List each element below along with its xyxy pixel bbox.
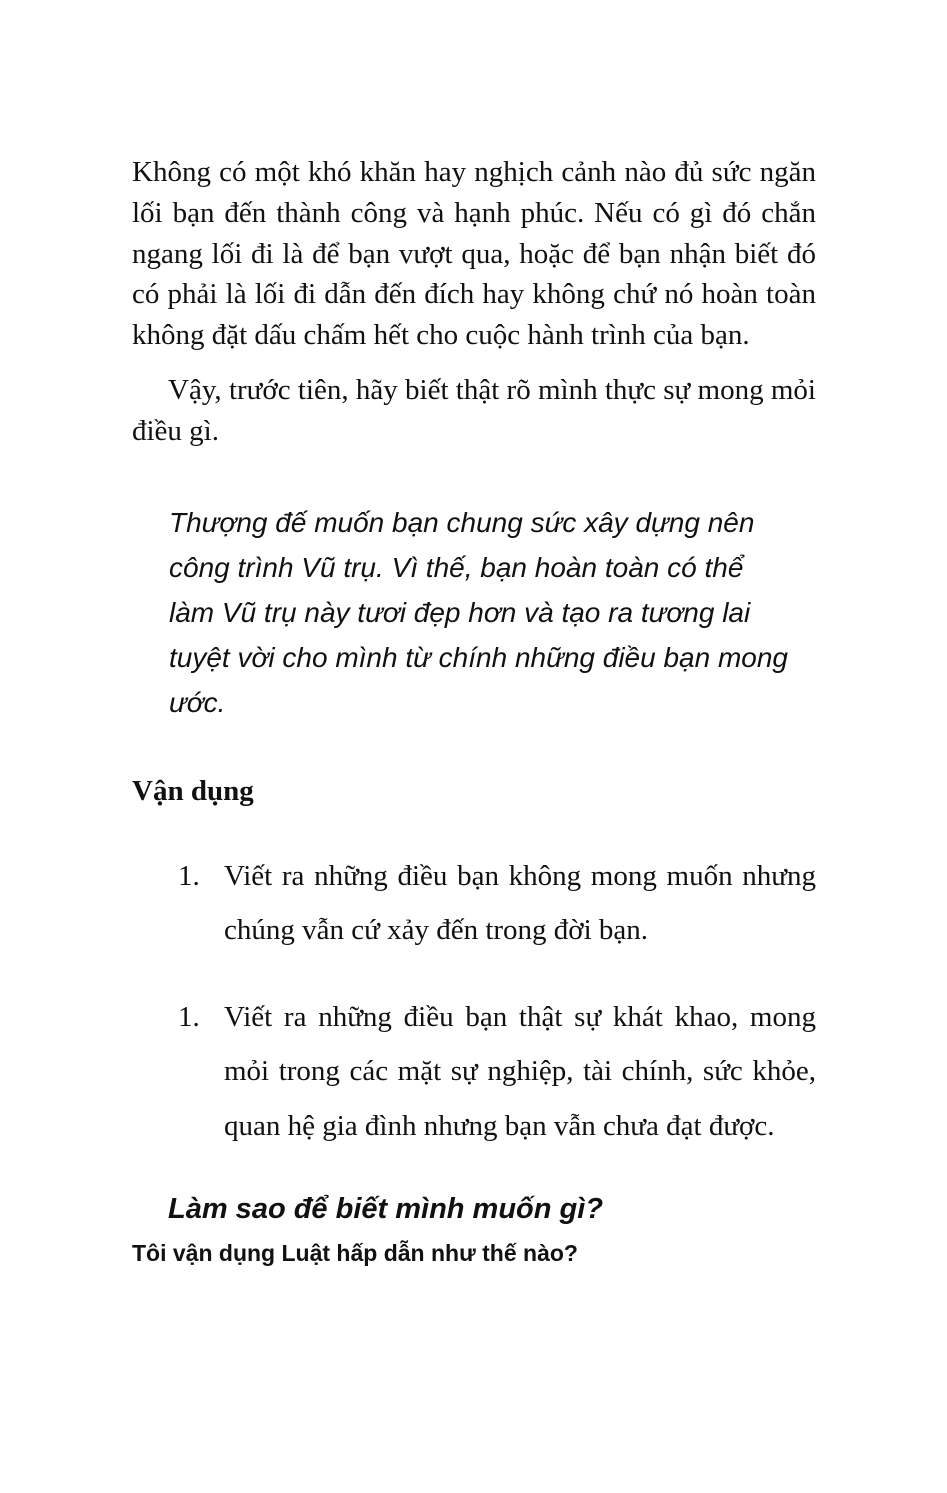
list-item-text: Viết ra những điều bạn không mong muốn nhưng chúng vẫn cứ xảy đến trong đời bạn.: [224, 859, 816, 947]
second-paragraph: Vậy, trước tiên, hãy biết thật rõ mình thực sự mong mỏi điều gì.: [132, 373, 816, 447]
list-item: [132, 849, 816, 958]
list-item: [132, 990, 816, 1154]
list-item-number: 1.: [178, 1000, 200, 1033]
question-heading: Làm sao để biết mình muốn gì?: [168, 1193, 604, 1226]
list-item-text: Viết ra những điều bạn thật sự khát khao, mong mỏi trong các mặt sự nghiệp, tài chính, sức khỏe, quan hệ gia đình nhưng bạn vẫn chưa đạt được.: [224, 1000, 816, 1142]
steps-list: [132, 849, 816, 1154]
question-subheading: Tôi vận dụng Luật hấp dẫn như thế nào?: [132, 1240, 578, 1267]
section-heading: Vận dụng: [132, 774, 254, 807]
intro-paragraph: Không có một khó khăn hay nghịch cảnh nào đủ sức ngăn lối bạn đến thành công và hạnh phúc. Nếu có gì đó chắn ngang lối đi là để bạn vượt qua, hoặc để bạn nhận biết đó có phải là lối đi dẫn đến đích hay không chứ nó hoàn toàn không đặt dấu chấm hết cho cuộc hành trình của bạn.: [132, 156, 816, 352]
quote-block: Thượng đế muốn bạn chung sức xây dựng nên công trình Vũ trụ. Vì thế, bạn hoàn toàn có thể làm Vũ trụ này tươi đẹp hơn và tạo ra tương lai tuyệt vời cho mình từ chính những điều bạn mong ước.: [169, 506, 789, 718]
page-content: [132, 152, 816, 1269]
list-item-number: 1.: [178, 859, 200, 892]
